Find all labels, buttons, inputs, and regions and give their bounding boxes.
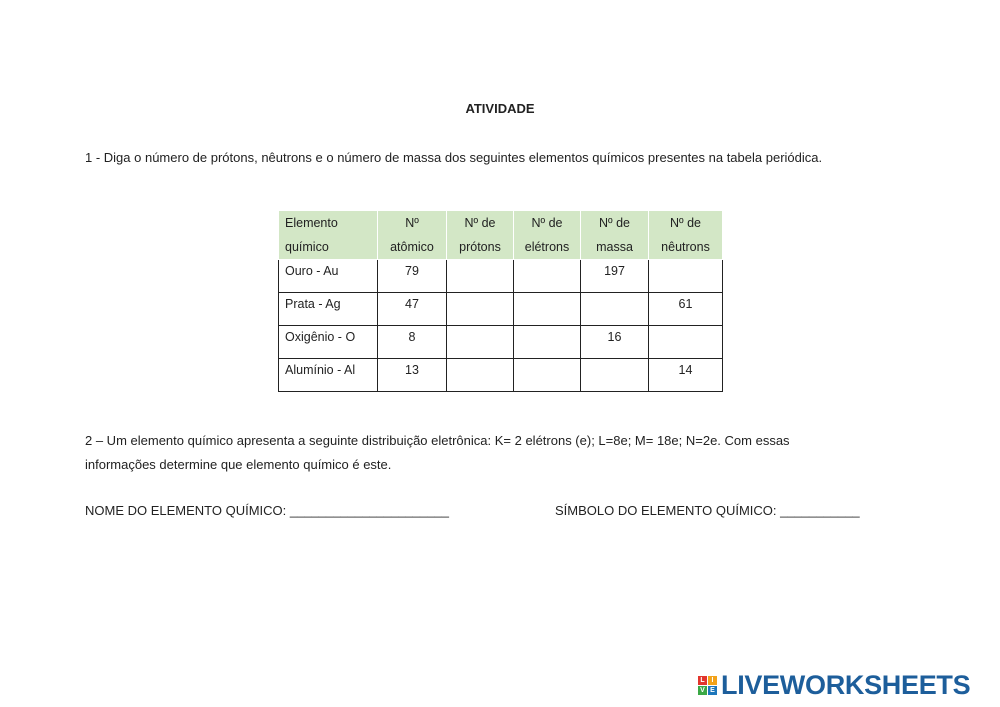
header-element: Elemento químico <box>279 211 378 260</box>
liveworksheets-logo-icon <box>698 676 717 695</box>
header-electrons: Nº de elétrons <box>514 211 581 260</box>
question-1: 1 - Diga o número de prótons, nêutrons e o número de massa dos seguintes elementos químicos presentes na tabela periódica. <box>85 150 823 165</box>
logo-tile-e: E <box>708 686 717 695</box>
header-mass-number: Nº de massa <box>581 211 649 260</box>
table-row <box>279 260 723 293</box>
cell-electrons-input[interactable] <box>514 260 581 293</box>
cell-mass-number: 16 <box>581 326 649 359</box>
cell-atomic-number: 79 <box>378 260 447 293</box>
logo-tile-i: I <box>708 676 717 685</box>
header-protons: Nº de prótons <box>447 211 514 260</box>
header-neutrons: Nº de nêutrons <box>649 211 723 260</box>
cell-element: Prata - Ag <box>279 293 378 326</box>
cell-atomic-number: 8 <box>378 326 447 359</box>
cell-neutrons: 14 <box>649 359 723 392</box>
cell-protons-input[interactable] <box>447 293 514 326</box>
cell-atomic-number: 13 <box>378 359 447 392</box>
cell-atomic-number: 47 <box>378 293 447 326</box>
cell-mass-number: 197 <box>581 260 649 293</box>
logo-tile-v: V <box>698 686 707 695</box>
cell-element: Ouro - Au <box>279 260 378 293</box>
cell-element: Oxigênio - O <box>279 326 378 359</box>
cell-neutrons-input[interactable] <box>649 260 723 293</box>
elements-table <box>278 210 723 392</box>
liveworksheets-logo <box>698 670 970 701</box>
cell-neutrons: 61 <box>649 293 723 326</box>
cell-electrons-input[interactable] <box>514 359 581 392</box>
header-atomic-number: Nº atômico <box>378 211 447 260</box>
question-2-line-2: informações determine que elemento químico é este. <box>85 457 392 472</box>
cell-protons-input[interactable] <box>447 359 514 392</box>
cell-element: Alumínio - Al <box>279 359 378 392</box>
cell-neutrons-input[interactable] <box>649 326 723 359</box>
liveworksheets-wordmark: LIVEWORKSHEETS <box>721 670 971 700</box>
table-row <box>279 326 723 359</box>
question-2 <box>85 429 905 477</box>
question-2-line-1: 2 – Um elemento químico apresenta a seguinte distribuição eletrônica: K= 2 elétrons (e); L=8e; M= 18e; N=2e. Com essas <box>85 433 790 448</box>
cell-mass-number-input[interactable] <box>581 359 649 392</box>
logo-tile-l: L <box>698 676 707 685</box>
table-row <box>279 293 723 326</box>
table-row <box>279 359 723 392</box>
element-symbol-answer[interactable]: SÍMBOLO DO ELEMENTO QUÍMICO: ___________ <box>555 503 860 518</box>
cell-electrons-input[interactable] <box>514 326 581 359</box>
cell-protons-input[interactable] <box>447 326 514 359</box>
cell-mass-number-input[interactable] <box>581 293 649 326</box>
cell-protons-input[interactable] <box>447 260 514 293</box>
element-name-answer[interactable]: NOME DO ELEMENTO QUÍMICO: ______________________ <box>85 503 449 518</box>
page-title: ATIVIDADE <box>465 101 535 116</box>
cell-electrons-input[interactable] <box>514 293 581 326</box>
table-header-row <box>279 211 723 260</box>
